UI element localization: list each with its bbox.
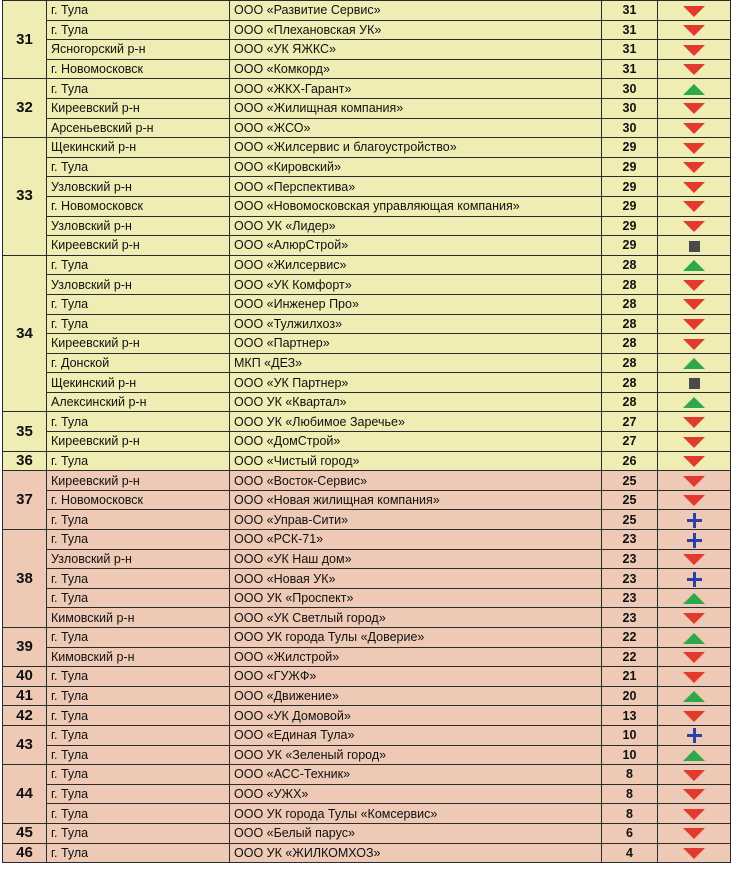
trend-cell	[658, 314, 731, 334]
organization-cell: ООО «Жилсервис и благоустройство»	[230, 138, 602, 158]
score-cell: 8	[602, 784, 658, 804]
trend-cell	[658, 765, 731, 785]
district-cell: Алексинский р-н	[47, 392, 230, 412]
table-row	[3, 216, 731, 236]
organization-cell: ООО «ЖКХ-Гарант»	[230, 79, 602, 99]
trend-cell	[658, 59, 731, 79]
down-triangle-icon	[683, 319, 705, 330]
organization-cell: ООО «Новая жилищная компания»	[230, 490, 602, 510]
organization-cell: ООО УК «Зеленый город»	[230, 745, 602, 765]
table-row	[3, 59, 731, 79]
down-triangle-icon	[683, 143, 705, 154]
table-row	[3, 451, 731, 471]
score-cell: 28	[602, 392, 658, 412]
district-cell: Киреевский р-н	[47, 471, 230, 491]
up-triangle-icon	[683, 84, 705, 95]
organization-cell: ООО «Единая Тула»	[230, 725, 602, 745]
score-cell: 27	[602, 432, 658, 452]
table-row	[3, 549, 731, 569]
table-row	[3, 196, 731, 216]
rank-cell: 45	[3, 823, 47, 843]
table-row	[3, 373, 731, 393]
score-cell: 22	[602, 628, 658, 648]
score-cell: 6	[602, 823, 658, 843]
up-triangle-icon	[683, 691, 705, 702]
down-triangle-icon	[683, 6, 705, 17]
table-row	[3, 314, 731, 334]
trend-cell	[658, 686, 731, 706]
trend-cell	[658, 804, 731, 824]
trend-cell	[658, 40, 731, 60]
score-cell: 23	[602, 608, 658, 628]
rank-cell: 36	[3, 451, 47, 471]
table-row	[3, 432, 731, 452]
trend-cell	[658, 510, 731, 530]
down-triangle-icon	[683, 299, 705, 310]
score-cell: 29	[602, 196, 658, 216]
score-cell: 30	[602, 79, 658, 99]
trend-cell	[658, 432, 731, 452]
district-cell: г. Тула	[47, 79, 230, 99]
down-triangle-icon	[683, 456, 705, 467]
district-cell: г. Тула	[47, 667, 230, 687]
organization-cell: ООО «УК Домовой»	[230, 706, 602, 726]
score-cell: 25	[602, 510, 658, 530]
down-triangle-icon	[683, 162, 705, 173]
organization-cell: ООО «Инженер Про»	[230, 294, 602, 314]
trend-cell	[658, 608, 731, 628]
plus-icon	[687, 533, 702, 548]
district-cell: г. Тула	[47, 745, 230, 765]
trend-cell	[658, 118, 731, 138]
down-triangle-icon	[683, 652, 705, 663]
rank-cell: 40	[3, 667, 47, 687]
score-cell: 31	[602, 59, 658, 79]
table-row	[3, 79, 731, 99]
district-cell: г. Тула	[47, 569, 230, 589]
score-cell: 21	[602, 667, 658, 687]
trend-cell	[658, 628, 731, 648]
score-cell: 8	[602, 765, 658, 785]
table-row	[3, 843, 731, 863]
organization-cell: ООО «Партнер»	[230, 334, 602, 354]
district-cell: Щекинский р-н	[47, 138, 230, 158]
district-cell: Узловский р-н	[47, 216, 230, 236]
score-cell: 27	[602, 412, 658, 432]
table-row	[3, 392, 731, 412]
rank-cell: 31	[3, 1, 47, 79]
table-row	[3, 804, 731, 824]
trend-cell	[658, 373, 731, 393]
trend-cell	[658, 177, 731, 197]
score-cell: 28	[602, 353, 658, 373]
table-row	[3, 628, 731, 648]
trend-cell	[658, 412, 731, 432]
down-triangle-icon	[683, 280, 705, 291]
organization-cell: ООО «Новая УК»	[230, 569, 602, 589]
table-row	[3, 294, 731, 314]
down-triangle-icon	[683, 711, 705, 722]
table-row	[3, 412, 731, 432]
trend-cell	[658, 157, 731, 177]
district-cell: г. Новомосковск	[47, 59, 230, 79]
district-cell: г. Тула	[47, 412, 230, 432]
organization-cell: МКП «ДЕЗ»	[230, 353, 602, 373]
table-row	[3, 490, 731, 510]
table-row	[3, 471, 731, 491]
district-cell: г. Донской	[47, 353, 230, 373]
down-triangle-icon	[683, 476, 705, 487]
score-cell: 28	[602, 255, 658, 275]
score-cell: 20	[602, 686, 658, 706]
organization-cell: ООО «Чистый город»	[230, 451, 602, 471]
trend-cell	[658, 216, 731, 236]
rank-cell: 42	[3, 706, 47, 726]
organization-cell: ООО УК «Квартал»	[230, 392, 602, 412]
trend-cell	[658, 471, 731, 491]
rank-cell: 33	[3, 138, 47, 256]
organization-cell: ООО «Восток-Сервис»	[230, 471, 602, 491]
district-cell: Узловский р-н	[47, 549, 230, 569]
up-triangle-icon	[683, 260, 705, 271]
organization-cell: ООО «Кировский»	[230, 157, 602, 177]
rank-cell: 44	[3, 765, 47, 824]
score-cell: 28	[602, 294, 658, 314]
table-row	[3, 569, 731, 589]
trend-cell	[658, 549, 731, 569]
organization-cell: ООО «УК ЯЖКС»	[230, 40, 602, 60]
trend-cell	[658, 294, 731, 314]
district-cell: г. Тула	[47, 451, 230, 471]
organization-cell: ООО «АСС-Техник»	[230, 765, 602, 785]
district-cell: г. Тула	[47, 20, 230, 40]
score-cell: 30	[602, 98, 658, 118]
district-cell: г. Тула	[47, 725, 230, 745]
score-cell: 29	[602, 138, 658, 158]
down-triangle-icon	[683, 437, 705, 448]
score-cell: 28	[602, 275, 658, 295]
table-row	[3, 706, 731, 726]
down-triangle-icon	[683, 201, 705, 212]
district-cell: г. Тула	[47, 314, 230, 334]
up-triangle-icon	[683, 593, 705, 604]
district-cell: Киреевский р-н	[47, 236, 230, 256]
trend-cell	[658, 98, 731, 118]
organization-cell: ООО «УК Светлый город»	[230, 608, 602, 628]
table-row	[3, 647, 731, 667]
trend-cell	[658, 706, 731, 726]
trend-cell	[658, 20, 731, 40]
table-row	[3, 177, 731, 197]
district-cell: Киреевский р-н	[47, 432, 230, 452]
score-cell: 4	[602, 843, 658, 863]
score-cell: 26	[602, 451, 658, 471]
score-cell: 28	[602, 373, 658, 393]
district-cell: Киреевский р-н	[47, 98, 230, 118]
score-cell: 28	[602, 314, 658, 334]
rating-table	[2, 0, 731, 863]
organization-cell: ООО «Жилсервис»	[230, 255, 602, 275]
down-triangle-icon	[683, 221, 705, 232]
organization-cell: ООО «УК Комфорт»	[230, 275, 602, 295]
district-cell: г. Тула	[47, 1, 230, 21]
rank-cell: 34	[3, 255, 47, 412]
trend-cell	[658, 334, 731, 354]
table-row	[3, 255, 731, 275]
table-row	[3, 765, 731, 785]
down-triangle-icon	[683, 809, 705, 820]
organization-cell: ООО «АлюрСтрой»	[230, 236, 602, 256]
district-cell: г. Тула	[47, 784, 230, 804]
table-row	[3, 667, 731, 687]
trend-cell	[658, 530, 731, 550]
down-triangle-icon	[683, 182, 705, 193]
organization-cell: ООО «Тулжилхоз»	[230, 314, 602, 334]
organization-cell: ООО «Комкорд»	[230, 59, 602, 79]
table-row	[3, 334, 731, 354]
plus-icon	[687, 513, 702, 528]
district-cell: г. Тула	[47, 706, 230, 726]
score-cell: 23	[602, 530, 658, 550]
table-row	[3, 98, 731, 118]
trend-cell	[658, 823, 731, 843]
district-cell: Узловский р-н	[47, 275, 230, 295]
score-cell: 29	[602, 236, 658, 256]
rating-table-body	[3, 1, 731, 863]
district-cell: Киреевский р-н	[47, 334, 230, 354]
organization-cell: ООО «УК Наш дом»	[230, 549, 602, 569]
score-cell: 23	[602, 588, 658, 608]
table-row	[3, 510, 731, 530]
district-cell: Узловский р-н	[47, 177, 230, 197]
table-row	[3, 725, 731, 745]
district-cell: г. Тула	[47, 530, 230, 550]
organization-cell: ООО УК города Тулы «Комсервис»	[230, 804, 602, 824]
table-row	[3, 40, 731, 60]
down-triangle-icon	[683, 64, 705, 75]
trend-cell	[658, 588, 731, 608]
up-triangle-icon	[683, 633, 705, 644]
rank-cell: 35	[3, 412, 47, 451]
down-triangle-icon	[683, 45, 705, 56]
district-cell: Арсеньевский р-н	[47, 118, 230, 138]
down-triangle-icon	[683, 103, 705, 114]
down-triangle-icon	[683, 123, 705, 134]
square-icon	[689, 241, 700, 252]
trend-cell	[658, 196, 731, 216]
trend-cell	[658, 353, 731, 373]
down-triangle-icon	[683, 554, 705, 565]
down-triangle-icon	[683, 339, 705, 350]
trend-cell	[658, 784, 731, 804]
trend-cell	[658, 79, 731, 99]
organization-cell: ООО УК «Любимое Заречье»	[230, 412, 602, 432]
rank-cell: 38	[3, 530, 47, 628]
rank-cell: 46	[3, 843, 47, 863]
up-triangle-icon	[683, 397, 705, 408]
table-row	[3, 686, 731, 706]
organization-cell: ООО УК «ЖИЛКОМХОЗ»	[230, 843, 602, 863]
table-row	[3, 275, 731, 295]
trend-cell	[658, 843, 731, 863]
score-cell: 8	[602, 804, 658, 824]
district-cell: г. Новомосковск	[47, 196, 230, 216]
table-row	[3, 138, 731, 158]
score-cell: 23	[602, 549, 658, 569]
plus-icon	[687, 572, 702, 587]
district-cell: г. Тула	[47, 686, 230, 706]
square-icon	[689, 378, 700, 389]
organization-cell: ООО «УК Партнер»	[230, 373, 602, 393]
rank-cell: 37	[3, 471, 47, 530]
district-cell: г. Тула	[47, 823, 230, 843]
plus-icon	[687, 728, 702, 743]
table-row	[3, 1, 731, 21]
organization-cell: ООО «Новомосковская управляющая компания»	[230, 196, 602, 216]
trend-cell	[658, 647, 731, 667]
table-row	[3, 784, 731, 804]
trend-cell	[658, 138, 731, 158]
rank-cell: 32	[3, 79, 47, 138]
down-triangle-icon	[683, 770, 705, 781]
district-cell: Кимовский р-н	[47, 608, 230, 628]
rank-cell: 43	[3, 725, 47, 764]
score-cell: 31	[602, 40, 658, 60]
score-cell: 30	[602, 118, 658, 138]
district-cell: Щекинский р-н	[47, 373, 230, 393]
rank-cell: 39	[3, 628, 47, 667]
organization-cell: ООО «Развитие Сервис»	[230, 1, 602, 21]
table-row	[3, 608, 731, 628]
score-cell: 25	[602, 471, 658, 491]
table-row	[3, 236, 731, 256]
down-triangle-icon	[683, 848, 705, 859]
down-triangle-icon	[683, 417, 705, 428]
district-cell: г. Тула	[47, 843, 230, 863]
rank-cell: 41	[3, 686, 47, 706]
trend-cell	[658, 1, 731, 21]
score-cell: 10	[602, 745, 658, 765]
down-triangle-icon	[683, 495, 705, 506]
district-cell: Ясногорский р-н	[47, 40, 230, 60]
district-cell: г. Тула	[47, 294, 230, 314]
district-cell: г. Тула	[47, 765, 230, 785]
score-cell: 29	[602, 157, 658, 177]
score-cell: 29	[602, 177, 658, 197]
score-cell: 25	[602, 490, 658, 510]
table-row	[3, 353, 731, 373]
down-triangle-icon	[683, 613, 705, 624]
table-row	[3, 530, 731, 550]
organization-cell: ООО «РСК-71»	[230, 530, 602, 550]
trend-cell	[658, 569, 731, 589]
score-cell: 29	[602, 216, 658, 236]
score-cell: 22	[602, 647, 658, 667]
district-cell: Кимовский р-н	[47, 647, 230, 667]
district-cell: г. Тула	[47, 804, 230, 824]
organization-cell: ООО УК «Лидер»	[230, 216, 602, 236]
down-triangle-icon	[683, 672, 705, 683]
table-row	[3, 745, 731, 765]
table-row	[3, 157, 731, 177]
organization-cell: ООО УК города Тулы «Доверие»	[230, 628, 602, 648]
trend-cell	[658, 490, 731, 510]
organization-cell: ООО «Жилищная компания»	[230, 98, 602, 118]
district-cell: г. Тула	[47, 510, 230, 530]
down-triangle-icon	[683, 789, 705, 800]
trend-cell	[658, 392, 731, 412]
score-cell: 10	[602, 725, 658, 745]
score-cell: 31	[602, 1, 658, 21]
organization-cell: ООО «Движение»	[230, 686, 602, 706]
district-cell: г. Новомосковск	[47, 490, 230, 510]
table-row	[3, 823, 731, 843]
district-cell: г. Тула	[47, 628, 230, 648]
trend-cell	[658, 236, 731, 256]
district-cell: г. Тула	[47, 255, 230, 275]
organization-cell: ООО «Плехановская УК»	[230, 20, 602, 40]
trend-cell	[658, 275, 731, 295]
organization-cell: ООО УК «Проспект»	[230, 588, 602, 608]
score-cell: 28	[602, 334, 658, 354]
trend-cell	[658, 451, 731, 471]
district-cell: г. Тула	[47, 588, 230, 608]
up-triangle-icon	[683, 358, 705, 369]
organization-cell: ООО «УЖХ»	[230, 784, 602, 804]
score-cell: 23	[602, 569, 658, 589]
organization-cell: ООО «ДомСтрой»	[230, 432, 602, 452]
up-triangle-icon	[683, 750, 705, 761]
trend-cell	[658, 725, 731, 745]
organization-cell: ООО «Управ-Сити»	[230, 510, 602, 530]
table-row	[3, 20, 731, 40]
down-triangle-icon	[683, 828, 705, 839]
organization-cell: ООО «Перспектива»	[230, 177, 602, 197]
trend-cell	[658, 667, 731, 687]
district-cell: г. Тула	[47, 157, 230, 177]
organization-cell: ООО «Жилстрой»	[230, 647, 602, 667]
table-row	[3, 588, 731, 608]
score-cell: 13	[602, 706, 658, 726]
trend-cell	[658, 745, 731, 765]
organization-cell: ООО «ЖСО»	[230, 118, 602, 138]
organization-cell: ООО «Белый парус»	[230, 823, 602, 843]
table-row	[3, 118, 731, 138]
score-cell: 31	[602, 20, 658, 40]
down-triangle-icon	[683, 25, 705, 36]
organization-cell: ООО «ГУЖФ»	[230, 667, 602, 687]
trend-cell	[658, 255, 731, 275]
